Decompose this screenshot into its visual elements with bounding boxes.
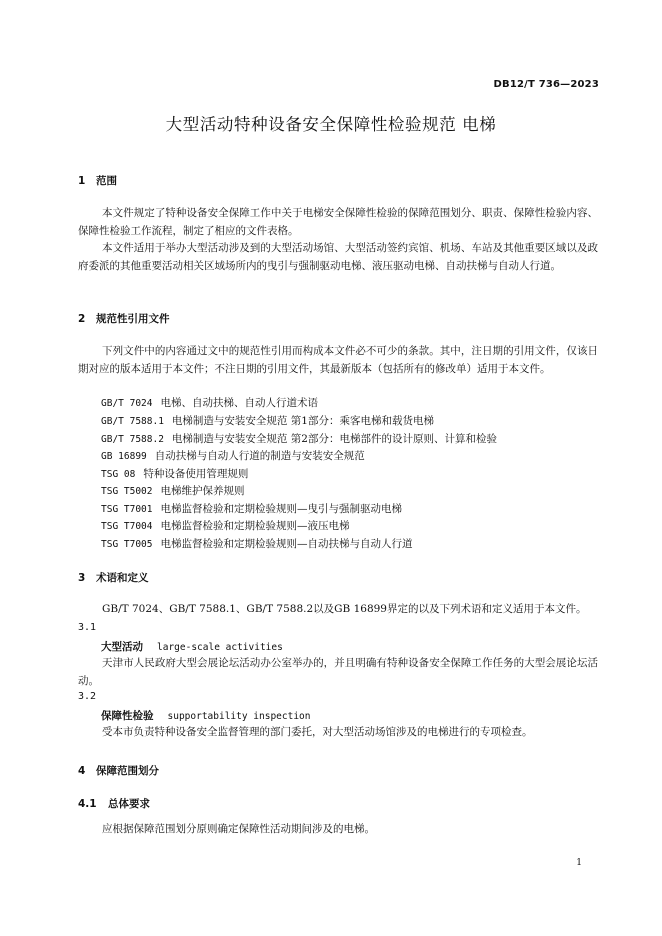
paragraph-text: 本文件规定了特种设备安全保障工作中关于电梯安全保障性检验的保障范围划分、职责、保障性检验内容、保障性检验工作流程，制定了相应的文件表格。 [78, 207, 598, 237]
document-title: 大型活动特种设备安全保障性检验规范 电梯 [165, 115, 497, 134]
term-number: 3.2 [78, 691, 97, 702]
term-entry [101, 639, 283, 654]
reference-item [101, 466, 248, 481]
reference-title: 电梯制造与安装安全规范 第1部分：乘客电梯和载货电梯 [171, 415, 434, 427]
reference-code: GB/T 7024 [101, 398, 153, 409]
reference-item [101, 483, 244, 498]
section-2-heading [78, 311, 170, 326]
term-chinese: 大型活动 [101, 641, 143, 653]
reference-code: TSG T7004 [101, 521, 153, 532]
reference-title: 电梯监督检验和定期检验规则—液压电梯 [160, 520, 350, 532]
reference-title: 特种设备使用管理规则 [143, 468, 249, 480]
reference-item [101, 448, 365, 463]
reference-code: GB/T 7588.1 [101, 416, 164, 427]
term-english: large-scale activities [157, 642, 283, 653]
term-definition [78, 724, 598, 742]
term-chinese: 保障性检验 [101, 710, 154, 722]
reference-title: 电梯监督检验和定期检验规则—自动扶梯与自动人行道 [160, 538, 413, 550]
terms-intro [78, 601, 598, 619]
reference-item [101, 536, 412, 551]
reference-code: GB/T 7588.2 [101, 434, 164, 445]
scope-paragraph-1 [78, 205, 598, 240]
section-title: 术语和定义 [96, 572, 149, 584]
reference-title: 电梯维护保养规则 [160, 485, 245, 497]
section-1-heading [78, 173, 117, 188]
reference-code: TSG T7001 [101, 504, 153, 515]
section-number: 2 [78, 313, 86, 325]
paragraph-text: 下列文件中的内容通过文中的规范性引用而构成本文件必不可少的条款。其中，注日期的引用文件，仅该日期对应的版本适用于本文件；不注日期的引用文件，其最新版本（包括所有的修改单）适用于本文件。 [78, 345, 598, 375]
term-english: supportability inspection [167, 711, 311, 722]
reference-title: 电梯制造与安装安全规范 第2部分：电梯部件的设计原则、计算和检验 [171, 433, 497, 445]
paragraph-text: 受本市负责特种设备安全监督管理的部门委托，对大型活动场馆涉及的电梯进行的专项检查。 [102, 726, 533, 738]
reference-item [101, 413, 434, 428]
term-definition [78, 655, 598, 690]
paragraph-text: 本文件适用于举办大型活动涉及到的大型活动场馆、大型活动签约宾馆、机场、车站及其他重要区域以及政府委派的其他重要活动相关区域场所内的曳引与强制驱动电梯、液压驱动电梯、自动扶梯与自动人行道。 [78, 242, 598, 272]
page-number: 1 [576, 858, 582, 868]
reference-title: 自动扶梯与自动人行道的制造与安装安全规范 [154, 450, 365, 462]
section-title: 范围 [96, 175, 117, 187]
reference-item [101, 431, 497, 446]
section-number: 4 [78, 765, 86, 777]
scope-paragraph-2 [78, 240, 598, 275]
subsection-4-1-heading [78, 796, 150, 811]
references-intro [78, 343, 598, 378]
reference-item [101, 518, 349, 533]
paragraph-text: 天津市人民政府大型会展论坛活动办公室举办的，并且明确有特种设备安全保障工作任务的大型会展论坛活动。 [78, 657, 598, 687]
section-number: 1 [78, 175, 86, 187]
term-number: 3.1 [78, 622, 97, 633]
reference-code: TSG T5002 [101, 486, 153, 497]
reference-title: 电梯监督检验和定期检验规则—曳引与强制驱动电梯 [160, 503, 402, 515]
reference-code: TSG 08 [101, 469, 136, 480]
section-number: 4.1 [78, 798, 97, 810]
reference-code: GB 16899 [101, 451, 147, 462]
term-entry [101, 708, 311, 723]
reference-title: 电梯、自动扶梯、自动人行道术语 [160, 397, 318, 409]
standard-code: DB12/T 736—2023 [493, 79, 599, 90]
section-title: 保障范围划分 [96, 765, 159, 777]
reference-code: TSG T7005 [101, 539, 153, 550]
reference-item [101, 395, 318, 410]
general-requirement-paragraph [78, 821, 598, 839]
section-title: 总体要求 [108, 798, 150, 810]
paragraph-text: 应根据保障范围划分原则确定保障性活动期间涉及的电梯。 [102, 823, 375, 835]
paragraph-text: GB/T 7024、GB/T 7588.1、GB/T 7588.2以及GB 16899界定的以及下列术语和定义适用于本文件。 [102, 603, 587, 615]
section-3-heading [78, 570, 149, 585]
section-number: 3 [78, 572, 86, 584]
section-4-heading [78, 763, 159, 778]
reference-item [101, 501, 402, 516]
section-title: 规范性引用文件 [96, 313, 170, 325]
